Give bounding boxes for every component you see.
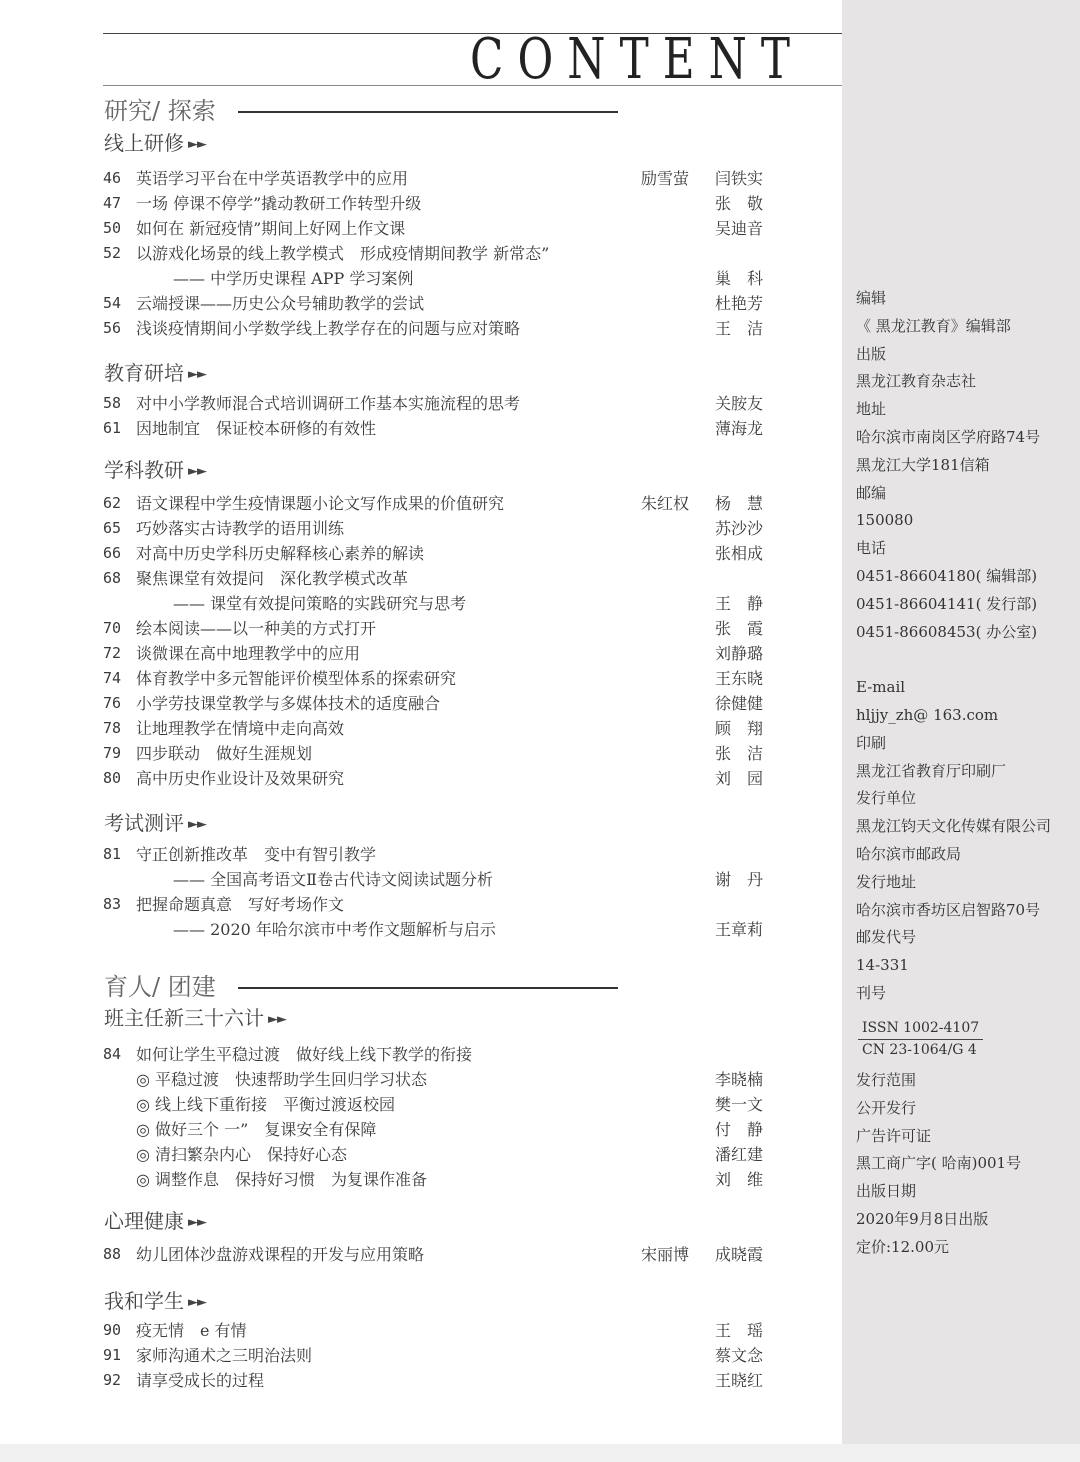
article-title: ◎ 清扫繁杂内心 保持好心态	[136, 1145, 348, 1164]
article-title: 巧妙落实古诗教学的语用训练	[136, 519, 345, 538]
author-name: 王 静	[714, 594, 763, 613]
article-title: 体育教学中多元智能评价模型体系的探索研究	[136, 669, 457, 688]
sidebar-line: 14-331	[856, 956, 909, 975]
sidebar-line: 邮编	[856, 483, 887, 502]
page-number: 56	[103, 319, 122, 337]
article-title: 守正创新推改革 变中有智引教学	[136, 845, 377, 864]
sidebar-line: 0451-86608453( 办公室)	[856, 622, 1038, 641]
page-number: 72	[103, 644, 122, 662]
toc-entry	[103, 541, 763, 566]
sidebar-line: 出版日期	[856, 1182, 917, 1201]
toc-entry	[103, 842, 763, 867]
author-name: 闫铁实	[714, 169, 763, 188]
article-title: 对中小学教师混合式培训调研工作基本实施流程的思考	[136, 394, 521, 413]
article-title: —— 中学历史课程 APP 学习案例	[173, 269, 414, 288]
toc-entry	[103, 1368, 763, 1393]
sidebar-line: 定价:12.00元	[856, 1237, 949, 1256]
toc-entry	[103, 917, 763, 942]
section-title-research	[104, 96, 216, 126]
toc-entry	[103, 1042, 763, 1067]
page-number: 76	[103, 694, 122, 712]
toc-entry	[103, 266, 763, 291]
bottom-strip	[0, 1444, 1080, 1462]
author-name: 潘红建	[714, 1145, 763, 1164]
section-rule	[238, 987, 618, 989]
author-name: 徐健健	[714, 694, 763, 713]
toc-entry	[103, 1142, 763, 1167]
article-title: ◎ 线上线下重衔接 平衡过渡返校园	[136, 1095, 396, 1114]
page-number: 91	[103, 1346, 122, 1364]
page-number: 54	[103, 294, 122, 312]
sidebar-line: 印刷	[856, 733, 887, 752]
subsection-text: 线上研修	[104, 131, 184, 155]
article-title: 如何让学生平稳过渡 做好线上线下教学的衔接	[136, 1045, 473, 1064]
section-title-text: 研究/ 探索	[104, 97, 216, 125]
subsection-title	[104, 809, 206, 839]
article-title: 小学劳技课堂教学与多媒体技术的适度融合	[136, 694, 441, 713]
subsection-title	[104, 1004, 286, 1034]
issn-number: ISSN 1002-4107	[858, 1018, 983, 1040]
page-number: 74	[103, 669, 122, 687]
toc-entry	[103, 241, 763, 266]
sidebar-line: 150080	[856, 511, 914, 530]
article-title: 高中历史作业设计及效果研究	[136, 769, 345, 788]
author-name: 刘静璐	[714, 644, 763, 663]
article-title: 请享受成长的过程	[136, 1371, 265, 1390]
article-title: 语文课程中学生疫情课题小论文写作成果的价值研究	[136, 494, 505, 513]
page-number: 61	[103, 419, 122, 437]
page-number: 81	[103, 845, 122, 863]
subsection-text: 班主任新三十六计	[104, 1006, 264, 1030]
toc-entry	[103, 892, 763, 917]
toc-entry	[103, 691, 763, 716]
article-title: 四步联动 做好生涯规划	[136, 744, 313, 763]
author-name: 李晓楠	[714, 1070, 763, 1089]
author-name: 王 洁	[714, 319, 763, 338]
subsection-title	[104, 456, 206, 486]
toc-entry	[103, 1343, 763, 1368]
sidebar-line: 发行单位	[856, 789, 917, 808]
author-name: 樊一文	[714, 1095, 763, 1114]
section-rule	[238, 111, 618, 113]
sidebar-line: 地址	[856, 400, 887, 419]
page-number: 52	[103, 244, 122, 262]
subsection-title	[104, 1287, 206, 1317]
page-number: 78	[103, 719, 122, 737]
toc-entry	[103, 766, 763, 791]
article-title: 因地制宜 保证校本研修的有效性	[136, 419, 377, 438]
page-number: 90	[103, 1321, 122, 1339]
page-number: 58	[103, 394, 122, 412]
toc-entry	[103, 166, 763, 191]
author-name: 苏沙沙	[714, 519, 763, 538]
page-number: 88	[103, 1245, 122, 1263]
toc-entry	[103, 1167, 763, 1192]
toc-entry	[103, 491, 763, 516]
article-title: ◎ 平稳过渡 快速帮助学生回归学习状态	[136, 1070, 428, 1089]
page-number: 84	[103, 1045, 122, 1063]
sidebar-line: 2020年9月8日出版	[856, 1209, 989, 1228]
sidebar-line: 黑龙江大学181信箱	[856, 455, 990, 474]
author-name: 张 霞	[714, 619, 763, 638]
author-primary: 朱红权	[640, 494, 689, 513]
subsection-text: 心理健康	[104, 1209, 184, 1233]
article-title: 绘本阅读——以一种美的方式打开	[136, 619, 377, 638]
toc-entry	[103, 1318, 763, 1343]
page-number: 79	[103, 744, 122, 762]
article-title: ◎ 做好三个 一” 复课安全有保障	[136, 1120, 377, 1139]
sidebar-line: 刊号	[856, 983, 887, 1002]
toc-entry	[103, 316, 763, 341]
page-number: 83	[103, 895, 122, 913]
subsection-text: 我和学生	[104, 1289, 184, 1313]
toc-entry	[103, 616, 763, 641]
subsection-text: 学科教研	[104, 458, 184, 482]
author-name: 刘 维	[714, 1170, 763, 1189]
arrow-icon: ►►	[188, 137, 206, 152]
article-title: 一场 停课不停学”撬动教研工作转型升级	[136, 194, 422, 213]
author-name: 关胺友	[714, 394, 763, 413]
sidebar-line: E-mail	[856, 678, 906, 697]
toc-entry	[103, 566, 763, 591]
page-number: 66	[103, 544, 122, 562]
author-name: 杜艳芳	[714, 294, 763, 313]
toc-entry	[103, 1067, 763, 1092]
arrow-icon: ►►	[188, 1295, 206, 1310]
page-number: 46	[103, 169, 122, 187]
page-number: 62	[103, 494, 122, 512]
article-title: —— 全国高考语文Ⅱ卷古代诗文阅读试题分析	[173, 870, 493, 889]
page-number: 47	[103, 194, 122, 212]
article-title: 疫无情 e 有情	[136, 1321, 247, 1340]
toc-entry	[103, 666, 763, 691]
page-number: 92	[103, 1371, 122, 1389]
arrow-icon: ►►	[268, 1012, 286, 1027]
author-name: 张相成	[714, 544, 763, 563]
author-primary: 宋丽博	[640, 1245, 689, 1264]
toc-entry	[103, 191, 763, 216]
toc-entry	[103, 1242, 763, 1267]
sidebar-line: hljjy_zh@ 163.com	[856, 705, 999, 724]
article-title: ◎ 调整作息 保持好习惯 为复课作准备	[136, 1170, 428, 1189]
arrow-icon: ►►	[188, 1215, 206, 1230]
author-name: 薄海龙	[714, 419, 763, 438]
sidebar-line: 发行地址	[856, 872, 917, 891]
author-name: 蔡文念	[714, 1346, 763, 1365]
subsection-title	[104, 359, 206, 389]
author-name: 吴迪音	[714, 219, 763, 238]
page-number: 68	[103, 569, 122, 587]
page-number: 80	[103, 769, 122, 787]
sidebar-line: 哈尔滨市南岗区学府路74号	[856, 427, 1041, 446]
sidebar-line: 广告许可证	[856, 1126, 932, 1145]
page-number: 70	[103, 619, 122, 637]
section-title-education	[104, 972, 216, 1002]
sidebar-line: 编辑	[856, 289, 887, 307]
article-title: 浅谈疫情期间小学数学线上教学存在的问题与应对策略	[136, 319, 521, 338]
sidebar-line: 黑龙江钧天文化传媒有限公司	[856, 817, 1052, 836]
article-title: 对高中历史学科历史解释核心素养的解读	[136, 544, 425, 563]
section-title-text: 育人/ 团建	[104, 973, 216, 1001]
article-title: 幼儿团体沙盘游戏课程的开发与应用策略	[136, 1245, 425, 1264]
subsection-text: 教育研培	[104, 361, 184, 385]
toc-entry	[103, 216, 763, 241]
author-name: 刘 园	[714, 769, 763, 788]
toc-entry	[103, 416, 763, 441]
arrow-icon: ►►	[188, 464, 206, 479]
article-title: —— 2020 年哈尔滨市中考作文题解析与启示	[173, 920, 496, 939]
author-name: 付 静	[714, 1120, 763, 1139]
subsection-text: 考试测评	[104, 811, 184, 835]
article-title: 英语学习平台在中学英语教学中的应用	[136, 169, 409, 188]
sidebar-line: 0451-86604141( 发行部)	[856, 594, 1038, 613]
arrow-icon: ►►	[188, 367, 206, 382]
author-name: 张 洁	[714, 744, 763, 763]
article-title: 让地理教学在情境中走向高效	[136, 719, 345, 738]
sidebar-line: 出版	[856, 344, 887, 363]
author-primary: 励雪萤	[640, 169, 689, 188]
toc-entry	[103, 867, 763, 892]
sidebar-line: 黑工商广字( 哈南)001号	[856, 1154, 1022, 1173]
sidebar-line: 黑龙江教育杂志社	[856, 372, 977, 391]
article-title: 云端授课——历史公众号辅助教学的尝试	[136, 294, 425, 313]
sidebar-info	[856, 284, 1051, 1007]
issn-block	[858, 1018, 983, 1061]
article-title: 聚焦课堂有效提问 深化教学模式改革	[136, 569, 409, 588]
author-name: 成晓霞	[714, 1245, 763, 1264]
toc-entry	[103, 641, 763, 666]
article-title: 把握命题真意 写好考场作文	[136, 895, 345, 914]
author-name: 顾 翔	[714, 719, 763, 738]
author-name: 杨 慧	[714, 494, 763, 513]
sidebar-line: 0451-86604180( 编辑部)	[856, 566, 1038, 585]
author-name: 张 敬	[714, 194, 763, 213]
author-name: 王 瑶	[714, 1321, 763, 1340]
toc-entry	[103, 716, 763, 741]
subsection-title	[104, 1207, 206, 1237]
sidebar-line: 黑龙江省教育厅印刷厂	[856, 761, 1007, 780]
sidebar-line: 公开发行	[856, 1098, 917, 1117]
author-name: 王东晓	[714, 669, 763, 688]
author-name: 谢 丹	[714, 870, 763, 889]
article-title: 谈微课在高中地理教学中的应用	[136, 644, 361, 663]
subsection-title	[104, 129, 206, 159]
article-title: 家师沟通术之三明治法则	[136, 1346, 313, 1365]
page-number: 65	[103, 519, 122, 537]
sidebar-line: 发行范围	[856, 1071, 917, 1089]
sidebar-line: 电话	[856, 539, 887, 558]
toc-entry	[103, 1092, 763, 1117]
sidebar-line	[856, 645, 1051, 673]
sidebar-line: 《 黑龙江教育》编辑部	[856, 316, 1011, 335]
toc-entry	[103, 291, 763, 316]
arrow-icon: ►►	[188, 817, 206, 832]
author-name: 王晓红	[714, 1371, 763, 1390]
sidebar-info-bottom	[856, 1066, 1021, 1261]
toc-entry	[103, 591, 763, 616]
article-title: 以游戏化场景的线上教学模式 形成疫情期间教学 新常态”	[136, 244, 550, 263]
toc-entry	[103, 516, 763, 541]
author-name: 巢 科	[714, 269, 763, 288]
article-title: —— 课堂有效提问策略的实践研究与思考	[173, 594, 467, 613]
sidebar-line: 哈尔滨市邮政局	[856, 844, 962, 863]
toc-entry	[103, 741, 763, 766]
toc-entry	[103, 391, 763, 416]
toc-entry	[103, 1117, 763, 1142]
page-number: 50	[103, 219, 122, 237]
page-title: CONTENT	[470, 27, 805, 92]
author-name: 王章莉	[714, 920, 763, 939]
article-title: 如何在 新冠疫情”期间上好网上作文课	[136, 219, 406, 238]
sidebar-line: 邮发代号	[856, 928, 917, 947]
sidebar-line: 哈尔滨市香坊区启智路70号	[856, 900, 1041, 919]
cn-number: CN 23-1064/G 4	[862, 1042, 977, 1058]
